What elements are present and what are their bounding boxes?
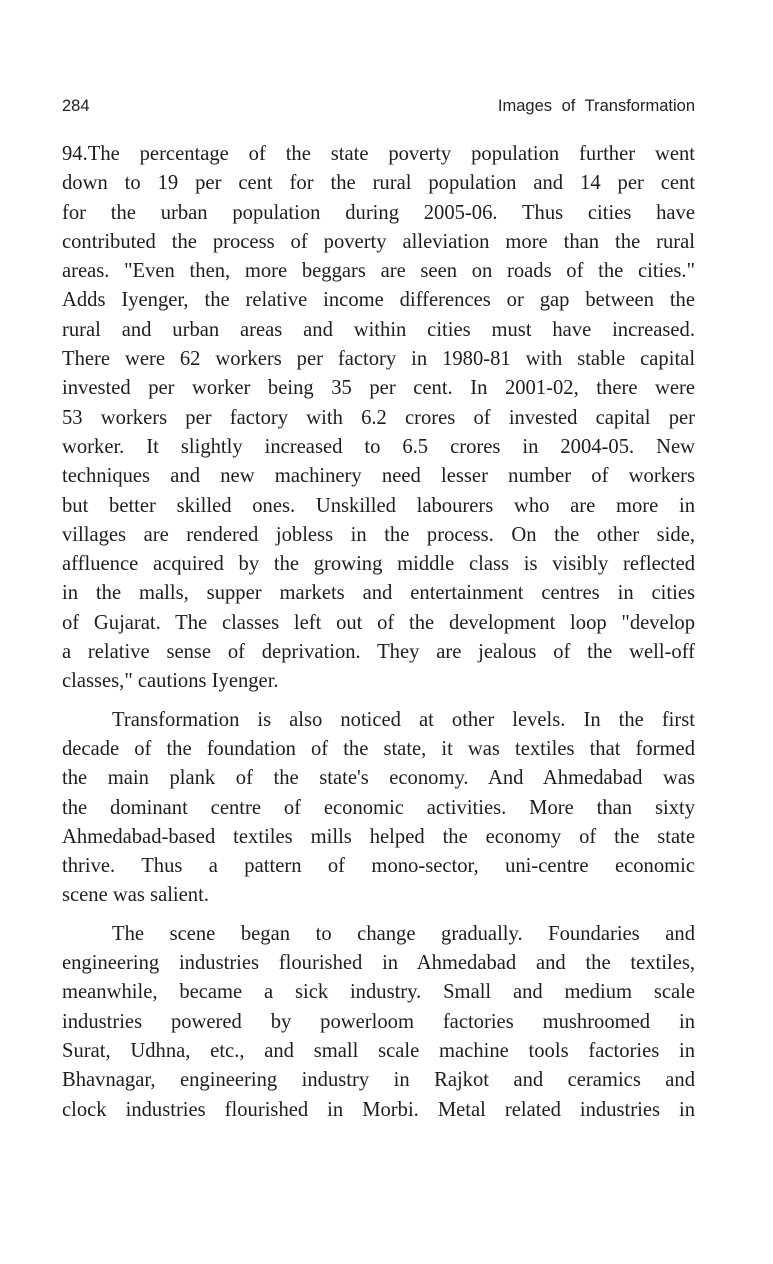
text-line: affluence acquired by the growing middle class is visibly reflected <box>62 553 696 576</box>
text-line: thrive. Thus a pattern of mono-sector, uni-centre economic <box>62 855 695 878</box>
text-line: of Gujarat. The classes left out of the development loop "develop <box>62 611 696 634</box>
text-line: industries powered by powerloom factories mushroomed in <box>62 1010 695 1033</box>
text-line: decade of the foundation of the state, it was textiles that formed <box>62 737 695 760</box>
page-number: 284 <box>62 97 90 115</box>
text-line: the dominant centre of economic activities. More than sixty <box>62 796 696 819</box>
text-line: worker. It slightly increased to 6.5 crores in 2004-05. New <box>62 435 696 458</box>
text-line: rural and urban areas and within cities must have increased. <box>62 318 695 341</box>
text-line: 94.The percentage of the state poverty population further went <box>62 143 695 165</box>
text-line: the main plank of the state's economy. And Ahmedabad was <box>62 767 695 790</box>
text-line: areas. "Even then, more beggars are seen on roads of the cities." <box>62 260 695 283</box>
text-line: classes," cautions Iyenger. <box>62 670 279 693</box>
text-line: for the urban population during 2005-06. Thus cities have <box>62 201 695 224</box>
text-line: Bhavnagar, engineering industry in Rajkot and ceramics and <box>62 1069 696 1092</box>
text-line: contributed the process of poverty alleviation more than the rural <box>62 230 696 253</box>
text-line: scene was salient. <box>62 884 209 907</box>
text-line: The scene began to change gradually. Foundaries and <box>112 922 695 945</box>
text-line: Surat, Udhna, etc., and small scale machine tools factories in <box>62 1039 696 1062</box>
text-line: clock industries flourished in Morbi. Metal related industries in <box>62 1098 695 1121</box>
text-line: There were 62 workers per factory in 1980-81 with stable capital <box>62 348 696 371</box>
text-line: in the malls, supper markets and entertainment centres in cities <box>62 582 695 605</box>
paragraph-2 <box>62 706 695 911</box>
text-line: Transformation is also noticed at other levels. In the first <box>112 708 695 731</box>
text-line: techniques and new machinery need lesser number of workers <box>62 465 696 488</box>
text-line: meanwhile, became a sick industry. Small and medium scale <box>62 981 695 1004</box>
text-line: villages are rendered jobless in the process. On the other side, <box>62 523 695 546</box>
text-line: but better skilled ones. Unskilled labourers who are more in <box>62 494 696 517</box>
paragraph-1 <box>62 140 695 697</box>
text-line: 53 workers per factory with 6.2 crores of invested capital per <box>62 406 695 429</box>
text-line: Adds Iyenger, the relative income differences or gap between the <box>62 289 695 312</box>
text-line: engineering industries flourished in Ahmedabad and the textiles, <box>62 952 696 975</box>
text-line: down to 19 per cent for the rural population and 14 per cent <box>62 172 696 195</box>
text-line: Ahmedabad-based textiles mills helped the economy of the state <box>62 825 696 848</box>
page-header <box>62 97 695 121</box>
body-text <box>62 140 695 1134</box>
text-line: invested per worker being 35 per cent. In 2001-02, there were <box>62 377 696 400</box>
running-title: Images of Transformation <box>497 97 695 115</box>
text-line: a relative sense of deprivation. They are jealous of the well-off <box>62 641 696 664</box>
paragraph-3 <box>62 920 695 1125</box>
